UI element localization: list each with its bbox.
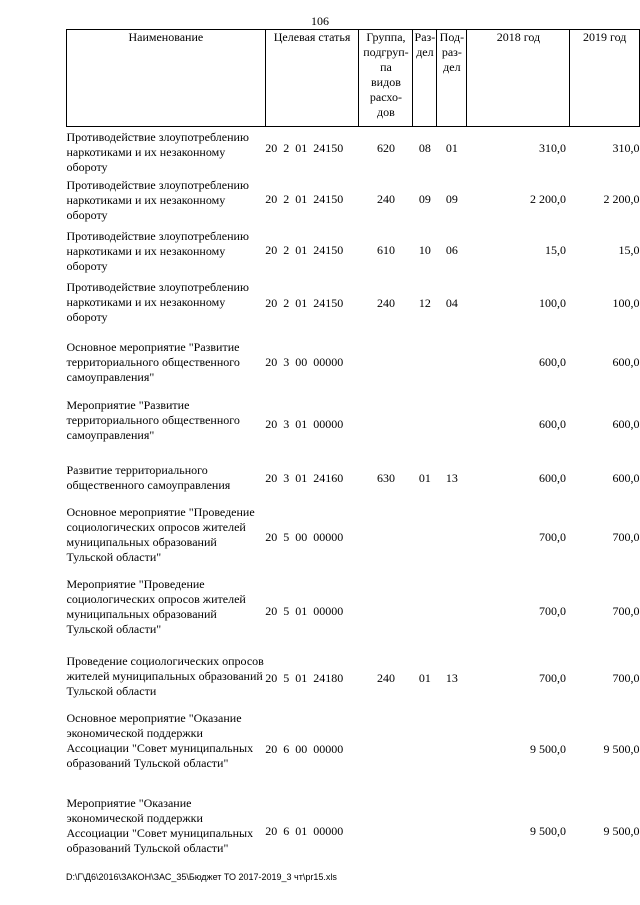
target-article-part: 20	[265, 141, 278, 155]
target-article-part: 00000	[313, 603, 344, 618]
table-row	[67, 459, 640, 505]
row-amount-2018: 700,0	[538, 529, 566, 544]
row-target-article	[265, 459, 359, 505]
target-article-part: 24150	[313, 295, 344, 310]
table-row	[67, 334, 640, 398]
target-article-part: 01	[295, 191, 308, 206]
row-subsection	[437, 711, 467, 796]
row-amount-2019: 310,0	[612, 141, 640, 155]
row-section	[413, 334, 437, 398]
row-section: 01	[418, 670, 431, 685]
row-section: 10	[418, 242, 431, 257]
header-2018: 2018 год	[467, 30, 570, 127]
header-section: Раз- дел	[413, 30, 437, 127]
table-row	[67, 229, 640, 280]
row-subsection: 09	[445, 191, 458, 206]
target-article-part: 20	[265, 823, 278, 838]
table-row	[67, 654, 640, 711]
row-target-article	[265, 127, 359, 178]
row-expense-group: 610	[376, 242, 395, 257]
row-amount-2018: 9 500,0	[529, 741, 566, 756]
target-article-part: 3	[283, 354, 290, 369]
row-name: Противодействие злоупотреблению наркотиками и их незаконному обороту	[66, 130, 249, 174]
row-name: Основное мероприятие "Проведение социологических опросов жителей муниципальных образований Тульской области"	[66, 504, 255, 564]
row-amount-2019: 700,0	[612, 670, 640, 685]
row-target-article	[265, 178, 359, 229]
target-article-part: 3	[283, 470, 290, 485]
row-amount-2018: 310,0	[538, 141, 566, 155]
row-expense-group: 240	[376, 191, 395, 206]
target-article-part: 24160	[313, 470, 344, 485]
table-row	[67, 398, 640, 459]
target-article-part: 2	[283, 191, 290, 206]
row-expense-group: 630	[376, 470, 395, 485]
target-article-part: 2	[283, 295, 290, 310]
target-article-part: 00000	[313, 529, 344, 544]
target-article-part: 01	[295, 416, 308, 431]
row-expense-group: 620	[376, 141, 395, 155]
row-target-article	[265, 654, 359, 711]
row-subsection	[437, 398, 467, 459]
row-amount-2019: 700,0	[612, 603, 640, 618]
target-article-part: 00000	[313, 741, 344, 756]
target-article-part: 5	[283, 670, 290, 685]
row-name: Проведение социологических опросов жителей муниципальных образований Тульской области	[66, 653, 264, 698]
target-article-part: 20	[265, 191, 278, 206]
header-2019: 2019 год	[570, 30, 640, 127]
target-article-part: 24150	[313, 242, 344, 257]
target-article-part: 00000	[313, 823, 344, 838]
row-amount-2019: 100,0	[612, 295, 640, 310]
row-name: Противодействие злоупотреблению наркотиками и их незаконному обороту	[66, 279, 249, 324]
row-section	[413, 577, 437, 654]
row-subsection	[437, 577, 467, 654]
target-article-part: 6	[283, 823, 290, 838]
budget-table	[66, 29, 640, 875]
row-expense-group	[359, 505, 413, 577]
row-expense-group: 240	[376, 670, 395, 685]
table-row	[67, 577, 640, 654]
row-subsection	[437, 796, 467, 875]
target-article-part: 20	[265, 295, 278, 310]
target-article-part: 20	[265, 416, 278, 431]
row-section: 08	[418, 141, 431, 155]
row-amount-2019: 2 200,0	[603, 191, 640, 206]
row-amount-2018: 15,0	[544, 242, 566, 257]
row-subsection: 01	[445, 141, 458, 155]
row-target-article	[265, 398, 359, 459]
target-article-part: 00	[295, 354, 308, 369]
row-section	[413, 796, 437, 875]
header-name: Наименование	[67, 30, 266, 127]
row-expense-group	[359, 334, 413, 398]
row-section	[413, 711, 437, 796]
target-article-part: 24150	[313, 191, 344, 206]
table-row	[67, 127, 640, 178]
row-section: 01	[418, 470, 431, 485]
target-article-part: 00000	[313, 354, 344, 369]
row-amount-2018: 600,0	[538, 354, 566, 369]
target-article-part: 20	[265, 470, 278, 485]
row-subsection: 04	[445, 295, 458, 310]
table-row	[67, 711, 640, 796]
row-target-article	[265, 334, 359, 398]
target-article-part: 20	[265, 529, 278, 544]
target-article-part: 5	[283, 603, 290, 618]
row-subsection	[437, 334, 467, 398]
row-amount-2018: 600,0	[538, 416, 566, 431]
header-target-article: Целевая статья	[265, 30, 359, 127]
row-subsection: 13	[445, 470, 458, 485]
row-amount-2019: 15,0	[618, 242, 640, 257]
target-article-part: 01	[295, 670, 308, 685]
header-subsection: Под- раз- дел	[437, 30, 467, 127]
row-subsection: 06	[445, 242, 458, 257]
target-article-part: 6	[283, 741, 290, 756]
target-article-part: 20	[265, 741, 278, 756]
row-name: Основное мероприятие "Развитие территориального общественного самоуправления"	[66, 339, 240, 384]
target-article-part: 00000	[313, 416, 344, 431]
target-article-part: 01	[295, 470, 308, 485]
row-section: 12	[418, 295, 431, 310]
row-target-article	[265, 280, 359, 334]
table-row	[67, 505, 640, 577]
row-target-article	[265, 711, 359, 796]
row-name: Мероприятие "Проведение социологических опросов жителей муниципальных образований Тульской области"	[66, 576, 246, 636]
row-section: 09	[418, 191, 431, 206]
row-target-article	[265, 505, 359, 577]
row-amount-2019: 600,0	[612, 416, 640, 431]
target-article-part: 01	[295, 242, 308, 257]
row-amount-2019: 600,0	[612, 470, 640, 485]
row-expense-group	[359, 711, 413, 796]
file-path-footer: D:\Г\Д6\2016\ЗАКОН\ЗАС_35\Бюджет ТО 2017-2019_3 чт\pr15.xls	[66, 872, 337, 882]
row-amount-2018: 2 200,0	[529, 191, 566, 206]
row-name: Основное мероприятие "Оказание экономической поддержки Ассоциации "Совет муниципальных образований Тульской области"	[66, 710, 254, 770]
row-amount-2018: 600,0	[538, 470, 566, 485]
target-article-part: 20	[265, 603, 278, 618]
row-amount-2018: 9 500,0	[529, 823, 566, 838]
target-article-part: 24150	[313, 141, 344, 155]
row-section	[413, 505, 437, 577]
target-article-part: 20	[265, 354, 278, 369]
table-row	[67, 280, 640, 334]
row-amount-2018: 700,0	[538, 603, 566, 618]
row-expense-group	[359, 796, 413, 875]
row-target-article	[265, 229, 359, 280]
row-expense-group	[359, 398, 413, 459]
table-row	[67, 178, 640, 229]
row-amount-2018: 100,0	[538, 295, 566, 310]
row-amount-2019: 9 500,0	[603, 741, 640, 756]
table-row	[67, 796, 640, 875]
target-article-part: 01	[295, 603, 308, 618]
target-article-part: 3	[283, 416, 290, 431]
header-row	[67, 30, 640, 127]
row-name: Развитие территориального общественного самоуправления	[66, 462, 231, 492]
row-amount-2019: 9 500,0	[603, 823, 640, 838]
target-article-part: 01	[295, 141, 308, 155]
target-article-part: 2	[283, 141, 290, 155]
row-subsection: 13	[445, 670, 458, 685]
target-article-part: 20	[265, 670, 278, 685]
target-article-part: 00	[295, 741, 308, 756]
row-amount-2019: 600,0	[612, 354, 640, 369]
row-expense-group: 240	[376, 295, 395, 310]
target-article-part: 2	[283, 242, 290, 257]
header-expense-group: Группа, подгруп- па видов расхо- дов	[359, 30, 413, 127]
target-article-part: 5	[283, 529, 290, 544]
row-name: Противодействие злоупотреблению наркотиками и их незаконному обороту	[66, 228, 249, 273]
target-article-part: 24180	[313, 670, 344, 685]
row-amount-2018: 700,0	[538, 670, 566, 685]
row-name: Противодействие злоупотреблению наркотиками и их незаконному обороту	[66, 177, 249, 222]
target-article-part: 20	[265, 242, 278, 257]
page-number: 106	[311, 14, 329, 28]
row-section	[413, 398, 437, 459]
row-target-article	[265, 796, 359, 875]
row-name: Мероприятие "Развитие территориального общественного самоуправления"	[66, 397, 240, 442]
row-subsection	[437, 505, 467, 577]
row-target-article	[265, 577, 359, 654]
row-amount-2019: 700,0	[612, 529, 640, 544]
row-expense-group	[359, 577, 413, 654]
target-article-part: 01	[295, 823, 308, 838]
target-article-part: 00	[295, 529, 308, 544]
row-name: Мероприятие "Оказание экономической поддержки Ассоциации "Совет муниципальных образований Тульской области"	[66, 795, 254, 855]
target-article-part: 01	[295, 295, 308, 310]
